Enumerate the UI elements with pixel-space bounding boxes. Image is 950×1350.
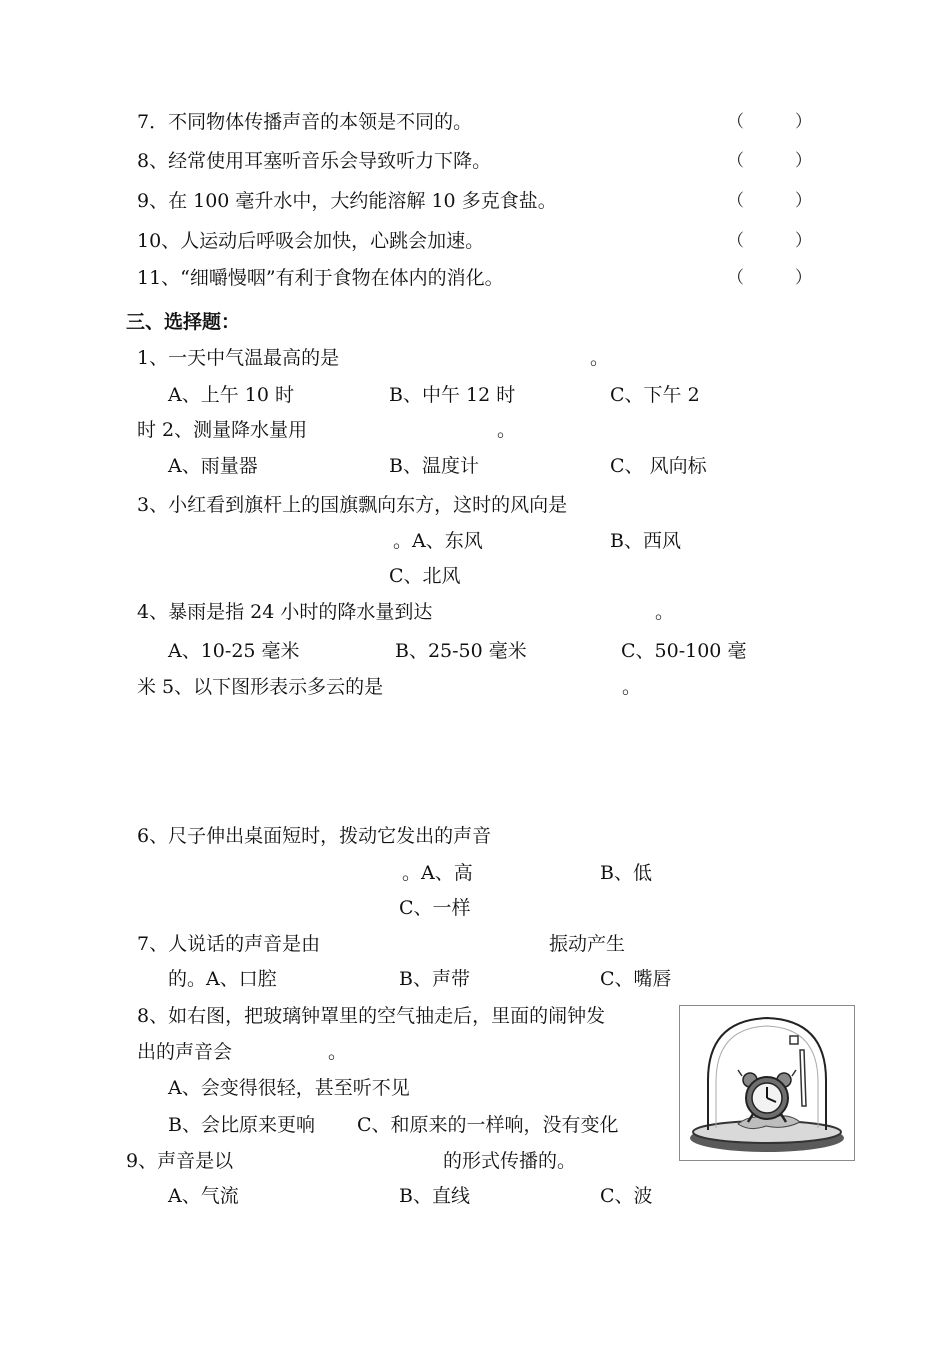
tf-item-8: 8、经常使用耳塞听音乐会导致听力下降。 bbox=[137, 150, 492, 172]
question-2: 时 2、测量降水量用 bbox=[137, 419, 308, 441]
q1-option-a: A、上午 10 时 bbox=[168, 384, 294, 406]
question-9: 9、声音是以 bbox=[126, 1150, 234, 1172]
tf-item-9: 9、在 100 毫升水中，大约能溶解 10 多克食盐。 bbox=[137, 190, 557, 212]
question-6: 6、尺子伸出桌面短时，拨动它发出的声音 bbox=[137, 825, 492, 847]
q3-option-c: C、北风 bbox=[389, 565, 461, 587]
q3-option-a: 。A、东风 bbox=[393, 530, 483, 552]
question-2-end: 。 bbox=[497, 419, 517, 441]
q7-option-c: C、嘴唇 bbox=[600, 968, 672, 990]
question-8: 8、如右图，把玻璃钟罩里的空气抽走后，里面的闹钟发 bbox=[137, 1005, 606, 1027]
question-7-mid: 振动产生 bbox=[549, 933, 626, 955]
question-7: 7、人说话的声音是由 bbox=[137, 933, 321, 955]
tf-item-11: 11、“细嚼慢咽”有利于食物在体内的消化。 bbox=[137, 267, 504, 289]
q3-option-b: B、西风 bbox=[610, 530, 681, 552]
question-1: 1、一天中气温最高的是 bbox=[137, 347, 340, 369]
q4-option-b: B、25-50 毫米 bbox=[395, 640, 527, 662]
question-5: 米 5、以下图形表示多云的是 bbox=[137, 676, 384, 698]
q4-option-c: C、50-100 毫 bbox=[621, 640, 747, 662]
q7-option-b: B、声带 bbox=[399, 968, 470, 990]
question-4-end: 。 bbox=[655, 601, 675, 623]
q1-option-c: C、下午 2 bbox=[610, 384, 700, 406]
q2-option-b: B、温度计 bbox=[389, 455, 479, 477]
q8-option-c: C、和原来的一样响，没有变化 bbox=[357, 1114, 619, 1136]
q1-option-b: B、中午 12 时 bbox=[389, 384, 516, 406]
q6-option-c: C、一样 bbox=[399, 897, 471, 919]
question-5-end: 。 bbox=[622, 676, 642, 698]
q6-option-a: 。A、高 bbox=[402, 862, 473, 884]
answer-bracket[interactable]: （ ） bbox=[727, 191, 812, 211]
question-3: 3、小红看到旗杆上的国旗飘向东方，这时的风向是 bbox=[137, 494, 568, 516]
answer-bracket[interactable]: （ ） bbox=[727, 268, 812, 288]
tf-item-7: 7．不同物体传播声音的本领是不同的。 bbox=[137, 111, 473, 133]
question-1-end: 。 bbox=[590, 347, 610, 369]
bell-jar-clock-icon bbox=[680, 1006, 854, 1160]
q4-option-a: A、10-25 毫米 bbox=[168, 640, 300, 662]
q9-option-a: A、气流 bbox=[168, 1185, 239, 1207]
q9-option-b: B、直线 bbox=[399, 1185, 470, 1207]
question-8-end: 。 bbox=[328, 1041, 348, 1063]
q8-option-a: A、会变得很轻，甚至听不见 bbox=[168, 1077, 410, 1099]
answer-bracket[interactable]: （ ） bbox=[727, 151, 812, 171]
q2-option-c: C、 风向标 bbox=[610, 455, 707, 477]
q7-option-a: 的。A、口腔 bbox=[168, 968, 277, 990]
question-8-cont: 出的声音会 bbox=[137, 1041, 233, 1063]
q8-option-b: B、会比原来更响 bbox=[168, 1114, 315, 1136]
question-9-mid: 的形式传播的。 bbox=[443, 1150, 577, 1172]
answer-bracket[interactable]: （ ） bbox=[727, 112, 812, 132]
answer-bracket[interactable]: （ ） bbox=[727, 231, 812, 251]
q9-option-c: C、波 bbox=[600, 1185, 653, 1207]
q2-option-a: A、雨量器 bbox=[168, 455, 258, 477]
q6-option-b: B、低 bbox=[600, 862, 652, 884]
section-heading: 三、选择题： bbox=[126, 311, 241, 333]
question-4: 4、暴雨是指 24 小时的降水量到达 bbox=[137, 601, 433, 623]
bell-jar-figure bbox=[679, 1005, 855, 1161]
tf-item-10: 10、人运动后呼吸会加快，心跳会加速。 bbox=[137, 230, 485, 252]
